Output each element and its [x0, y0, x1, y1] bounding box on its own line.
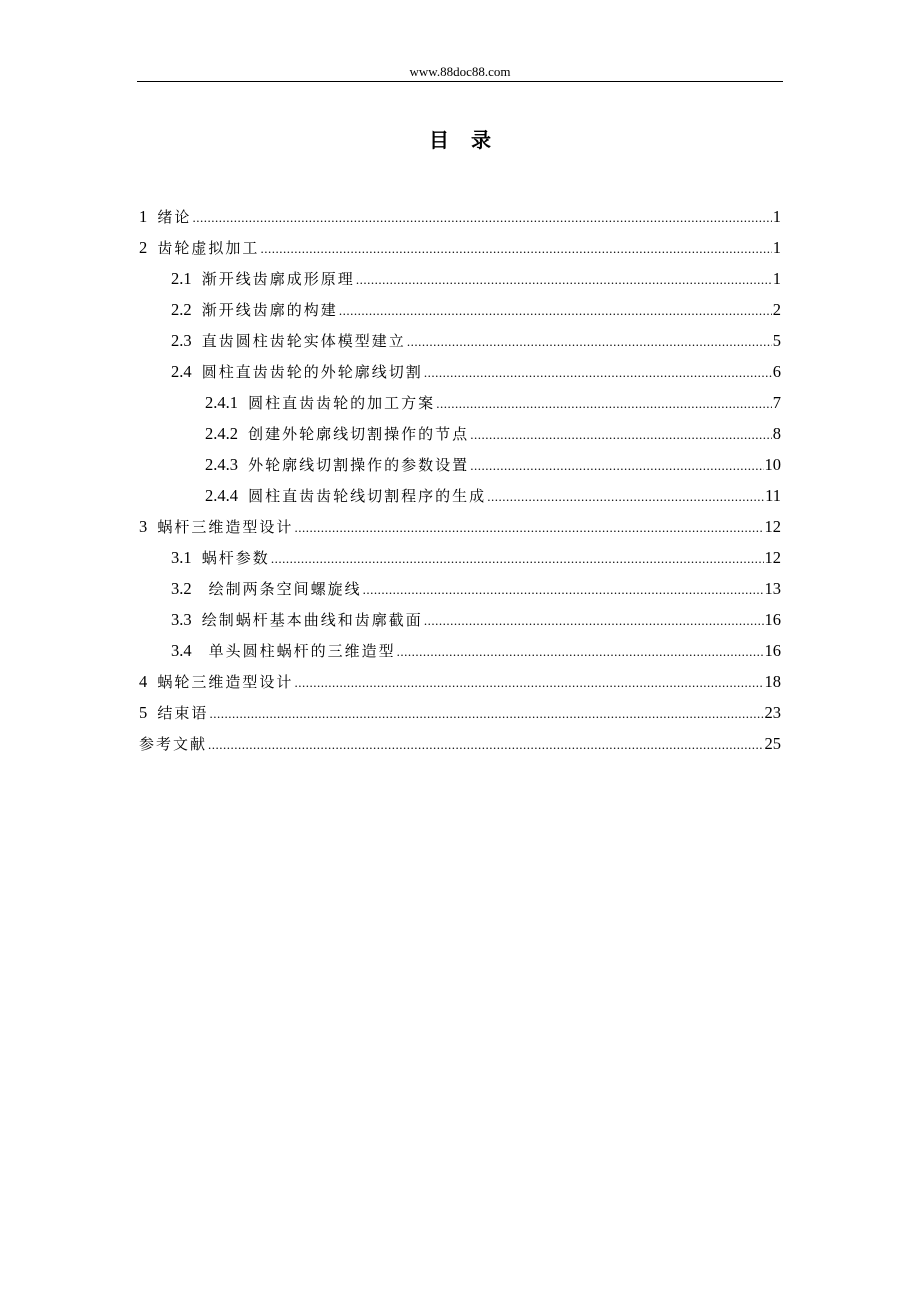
toc-entry-label [205, 480, 486, 512]
toc-entry[interactable] [205, 418, 781, 449]
toc-entry-number: 3.1 [171, 548, 192, 567]
toc-entry-label [205, 449, 469, 481]
toc-entry-title: 直齿圆柱齿轮实体模型建立 [201, 332, 406, 350]
toc-entry-label [171, 356, 423, 388]
toc-dot-leader [424, 605, 764, 636]
toc-page-number: 25 [764, 734, 781, 753]
toc-entry[interactable] [139, 201, 781, 232]
toc-entry-title: 绪论 [157, 208, 192, 226]
toc-page-number: 23 [764, 703, 781, 722]
header-divider [137, 81, 783, 82]
toc-entry-number: 5 [139, 703, 148, 722]
toc-dot-leader [487, 481, 764, 512]
toc-entry[interactable] [171, 573, 781, 604]
toc-dot-leader [356, 264, 772, 295]
toc-entry[interactable] [139, 697, 781, 728]
toc-entry[interactable] [171, 263, 781, 294]
toc-dot-leader [339, 295, 772, 326]
toc-page-number: 12 [764, 548, 781, 567]
toc-dot-leader [260, 233, 771, 264]
toc-page-number: 18 [764, 672, 781, 691]
toc-entry-title: 齿轮虚拟加工 [157, 239, 260, 257]
toc-page-number: 12 [764, 517, 781, 536]
toc-entry-label [139, 666, 293, 698]
toc-entry-label [205, 418, 469, 450]
toc-entry-label [139, 201, 191, 233]
toc-entry-title: 蜗轮三维造型设计 [157, 673, 294, 691]
toc-entry-number: 2.4.4 [205, 486, 238, 505]
toc-entry[interactable] [139, 511, 781, 542]
toc-entry-number: 2.2 [171, 300, 192, 319]
toc-entry-title: 圆柱直齿齿轮线切割程序的生成 [248, 487, 487, 505]
toc-entry[interactable] [171, 542, 781, 573]
toc-dot-leader [208, 729, 763, 760]
toc-dot-leader [470, 450, 763, 481]
toc-entry[interactable] [139, 232, 781, 263]
toc-entry-label [171, 263, 355, 295]
toc-dot-leader [424, 357, 772, 388]
header-url: www.88doc88.com [409, 64, 511, 79]
toc-entry-number: 4 [139, 672, 148, 691]
toc-dot-leader [397, 636, 764, 667]
toc-entry-label [171, 294, 338, 326]
toc-entry-title: 绘制两条空间螺旋线 [201, 580, 362, 598]
toc-page-number: 16 [764, 610, 781, 629]
toc-entry-title: 创建外轮廓线切割操作的节点 [248, 425, 470, 443]
toc-entry-number: 3.4 [171, 641, 192, 660]
toc-page-number: 5 [772, 331, 781, 350]
toc-entry-title: 蜗杆三维造型设计 [157, 518, 294, 536]
toc-entry-number: 1 [139, 207, 148, 226]
toc-entry-title: 绘制蜗杆基本曲线和齿廓截面 [201, 611, 423, 629]
toc-entry-number: 2.4.2 [205, 424, 238, 443]
toc-page-number: 1 [772, 238, 781, 257]
toc-entry-label [205, 387, 435, 419]
toc-dot-leader [363, 574, 764, 605]
toc-entry-label [139, 697, 208, 729]
toc-entry-label [171, 635, 396, 667]
toc-entry-title: 渐开线齿廓成形原理 [201, 270, 355, 288]
toc-entry-number: 3.2 [171, 579, 192, 598]
toc-page-number: 13 [764, 579, 781, 598]
toc-dot-leader [436, 388, 772, 419]
toc-entry-label [171, 604, 423, 636]
toc-page-number: 2 [772, 300, 781, 319]
toc-entry-label [171, 542, 270, 574]
toc-entry-label [139, 728, 207, 760]
toc-entry-label [171, 325, 406, 357]
toc-entry[interactable] [171, 325, 781, 356]
toc-entry-title: 参考文献 [139, 735, 208, 753]
toc-entry-number: 3 [139, 517, 148, 536]
toc-page-number: 8 [772, 424, 781, 443]
toc-entry-number: 2.4 [171, 362, 192, 381]
toc-entry-label [139, 511, 293, 543]
toc-entry-title: 蜗杆参数 [201, 549, 270, 567]
toc-dot-leader [407, 326, 772, 357]
toc-entry-number: 3.3 [171, 610, 192, 629]
toc-dot-leader [294, 667, 763, 698]
toc-entry[interactable] [171, 294, 781, 325]
toc-entry-number: 2 [139, 238, 148, 257]
toc-dot-leader [192, 202, 771, 233]
toc-entry-title: 圆柱直齿齿轮的加工方案 [248, 394, 436, 412]
toc-entry-label [139, 232, 259, 264]
toc-entry-number: 2.3 [171, 331, 192, 350]
toc-entry[interactable] [139, 728, 781, 759]
toc-entry-title: 圆柱直齿齿轮的外轮廓线切割 [201, 363, 423, 381]
toc-entry[interactable] [171, 356, 781, 387]
toc-entry[interactable] [171, 604, 781, 635]
toc-entry-number: 2.1 [171, 269, 192, 288]
toc-page-number: 7 [772, 393, 781, 412]
toc-page-number: 10 [764, 455, 781, 474]
toc-dot-leader [470, 419, 772, 450]
toc-entry[interactable] [139, 666, 781, 697]
toc-page-number: 6 [772, 362, 781, 381]
toc-dot-leader [209, 698, 763, 729]
toc-entry-number: 2.4.1 [205, 393, 238, 412]
toc-dot-leader [294, 512, 763, 543]
toc-entry-number: 2.4.3 [205, 455, 238, 474]
toc-page-number: 1 [772, 269, 781, 288]
toc-dot-leader [271, 543, 764, 574]
toc-entry-title: 单头圆柱蜗杆的三维造型 [201, 642, 396, 660]
toc-entry-title: 渐开线齿廓的构建 [201, 301, 338, 319]
toc-page-number: 16 [764, 641, 781, 660]
toc-entry-title: 结束语 [157, 704, 209, 722]
toc-page-number: 1 [772, 207, 781, 226]
toc-entry-label [171, 573, 362, 605]
toc-entry[interactable] [205, 480, 781, 511]
toc-entry[interactable] [171, 635, 781, 666]
toc-entry[interactable] [205, 449, 781, 480]
page-title: 目录 [429, 128, 513, 152]
toc-entry[interactable] [205, 387, 781, 418]
toc-entry-title: 外轮廓线切割操作的参数设置 [248, 456, 470, 474]
toc-page-number: 11 [765, 486, 781, 505]
